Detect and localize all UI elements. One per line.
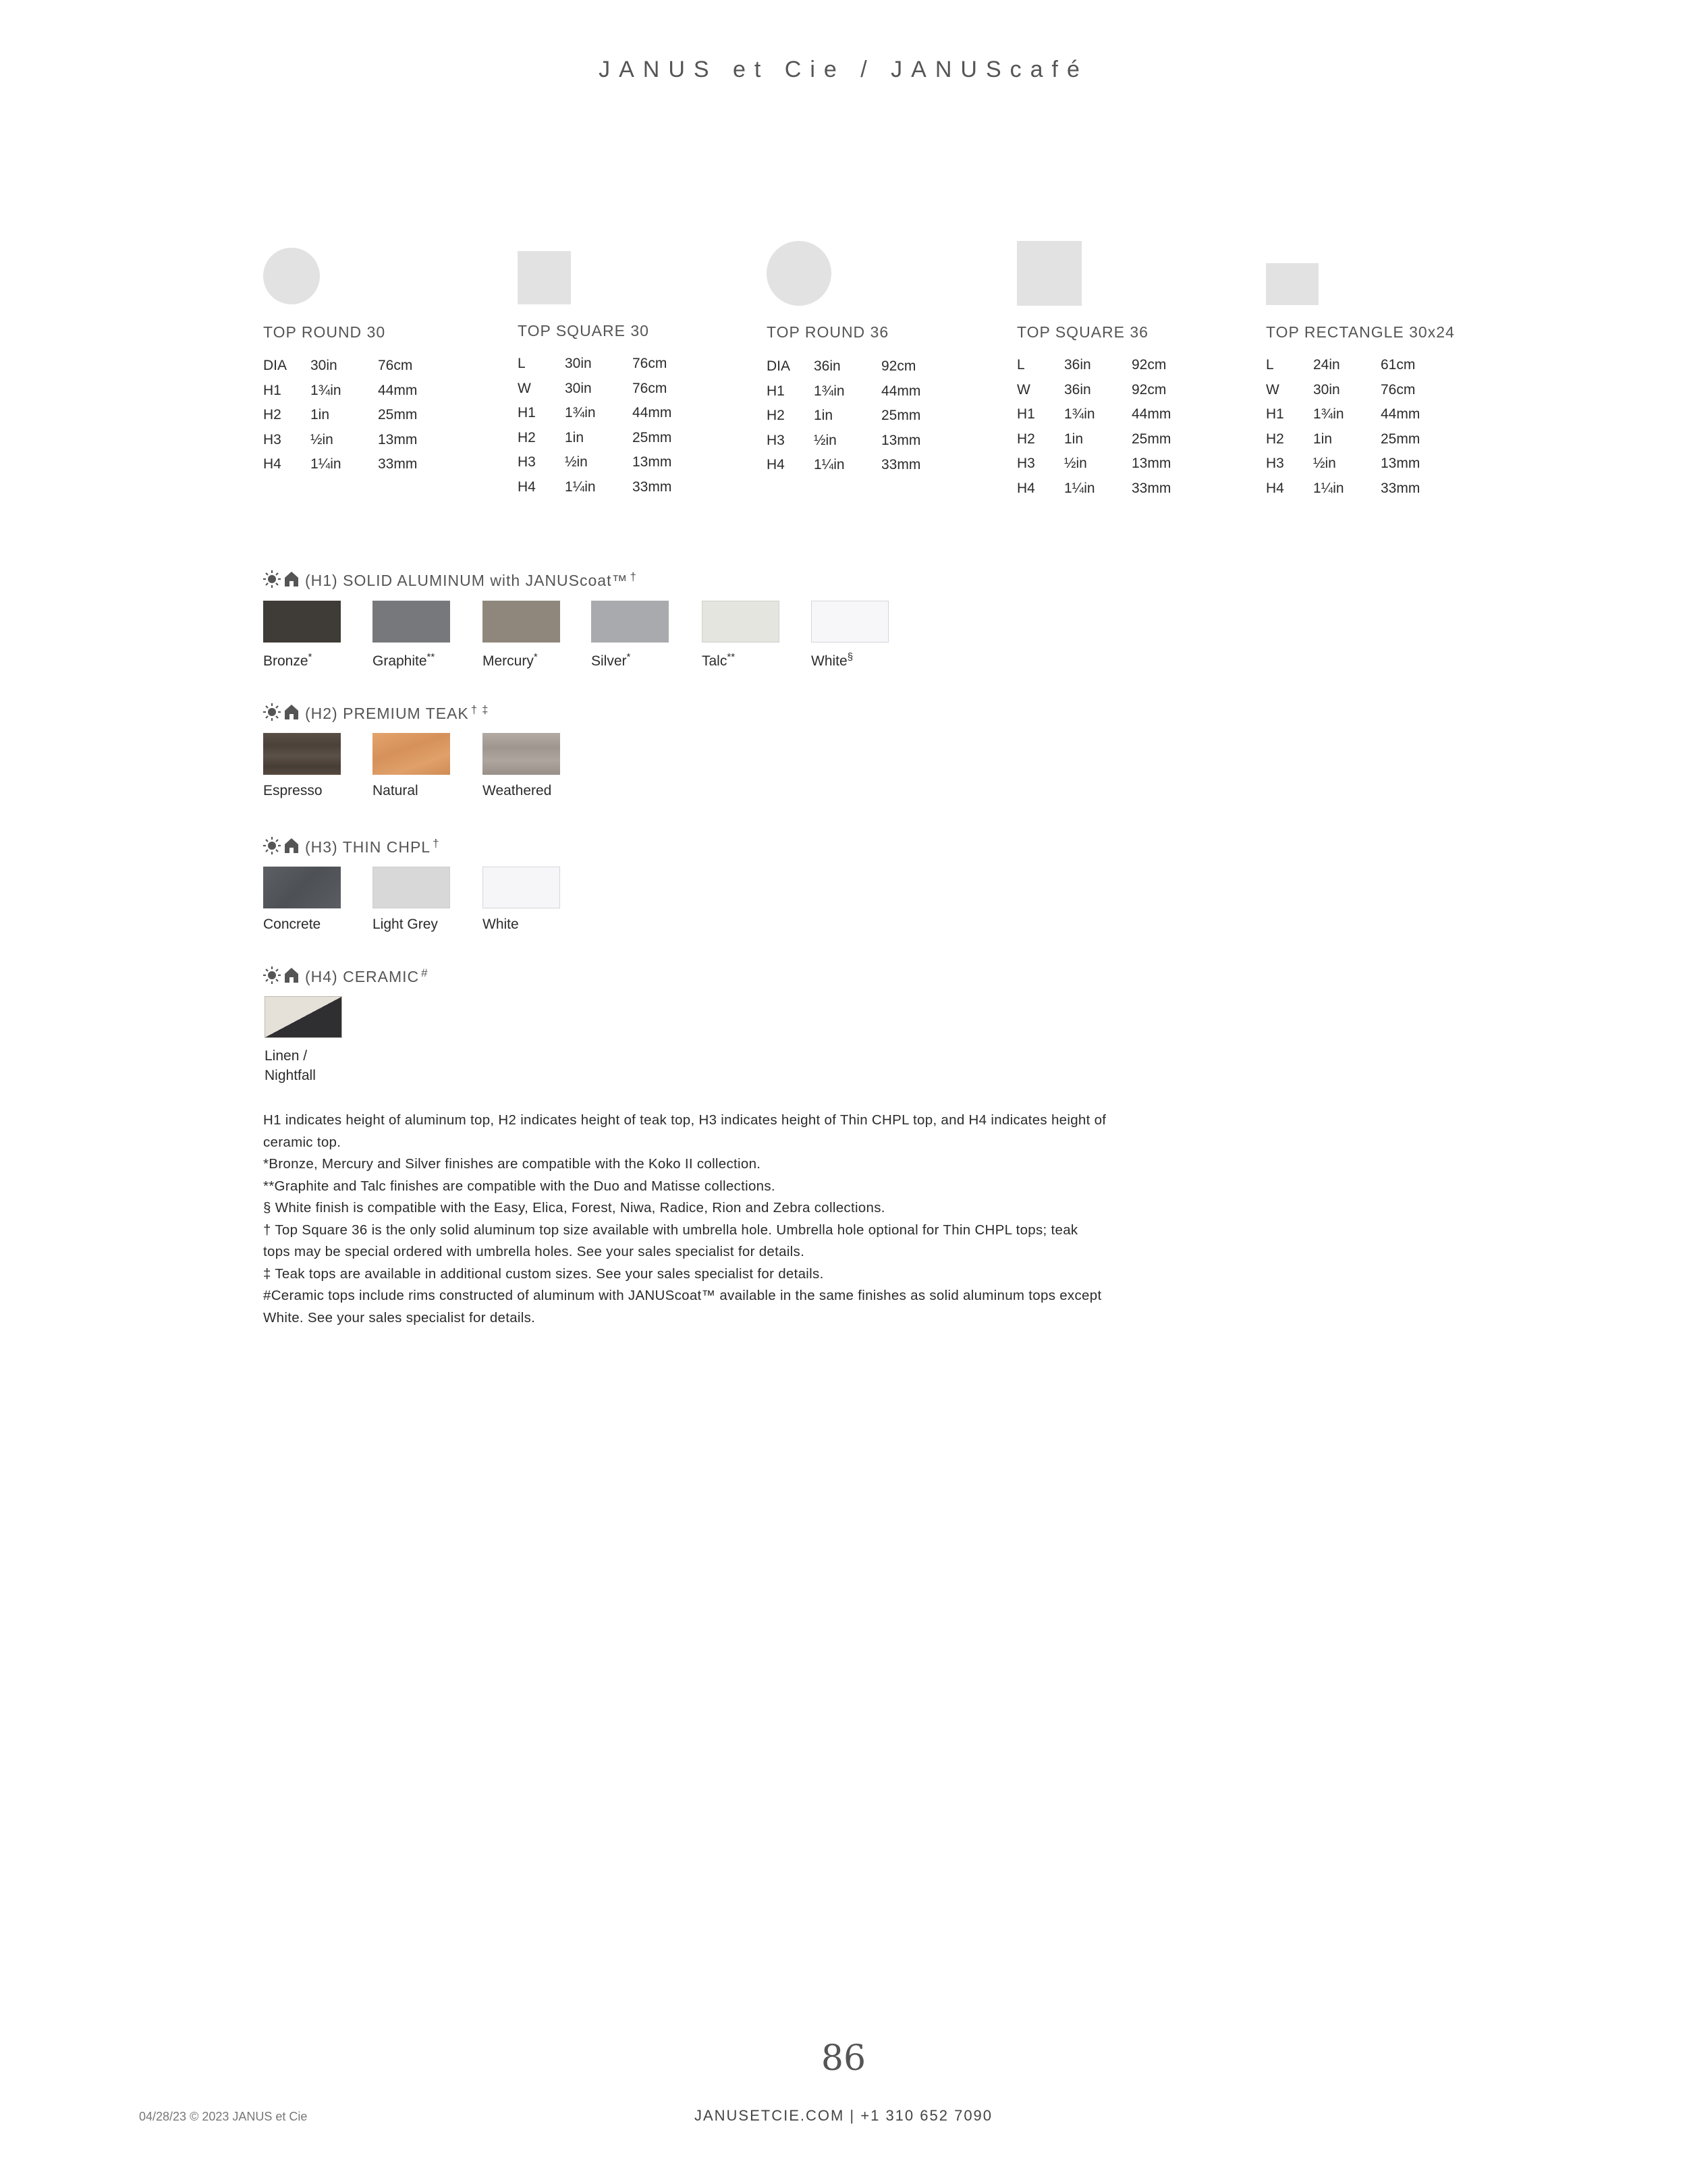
footnote: † Top Square 36 is the only solid aluminum top size available with umbrella hole. Umbrella hole optional for Thin CHPL tops; teak tops may be special ordered with umbrella holes. See your sales specialist for details. [263, 1222, 1078, 1259]
footnote: ‡ Teak tops are available in additional custom sizes. See your sales specialist for details. [263, 1265, 824, 1282]
page-number: 86 [821, 2038, 866, 2079]
footer-date-copyright: 04/28/23 © 2023 JANUS et Cie [139, 2110, 308, 2123]
top-title: TOP SQUARE 30 [518, 322, 649, 339]
house-icon [285, 572, 298, 586]
spec-row: H3 ½in 13mm [518, 454, 672, 470]
spec-row: H2 1in 25mm [263, 407, 418, 422]
swatch-mercury [482, 601, 560, 643]
outdoor-indoor-icons [263, 703, 301, 725]
outdoor-indoor-icons [263, 966, 301, 988]
footnote: § White finish is compatible with the Easy, Elica, Forest, Niwa, Radice, Rion and Zebra collections. [263, 1200, 885, 1216]
square-top-shape [1017, 241, 1082, 306]
outdoor-indoor-icons [263, 837, 301, 858]
swatch-label: Light Grey [372, 917, 438, 932]
swatch-label: Natural [372, 783, 418, 798]
spec-row: H1 1¾in 44mm [518, 405, 672, 420]
spec-row: L 24in 61cm [1266, 357, 1416, 373]
top-rectangle-30x24 [1266, 240, 1482, 510]
footnote: **Graphite and Talc finishes are compatible with the Duo and Matisse collections. [263, 1178, 775, 1194]
swatch-label: Silver* [591, 651, 631, 669]
finish-group-h1-aluminum [263, 570, 1005, 678]
swatch-label: White§ [811, 651, 854, 669]
spec-row: DIA 30in 76cm [263, 358, 413, 373]
sun-icon [263, 703, 281, 721]
swatch-weathered [482, 733, 560, 775]
group-title: (H2) PREMIUM TEAK † ‡ [263, 703, 489, 725]
top-title: TOP ROUND 36 [767, 323, 889, 341]
spec-row: H3 ½in 13mm [1266, 456, 1420, 471]
house-icon [285, 968, 298, 983]
top-square-36 [1017, 240, 1219, 510]
top-title: TOP RECTANGLE 30x24 [1266, 323, 1455, 341]
spec-row: H3 ½in 13mm [1017, 456, 1171, 471]
swatch-linen-nightfall [265, 996, 342, 1038]
house-icon [285, 705, 298, 719]
group-title: (H1) SOLID ALUMINUM with JANUScoat™ † [263, 570, 637, 592]
spec-table [263, 358, 439, 481]
footnote: *Bronze, Mercury and Silver finishes are compatible with the Koko II collection. [263, 1156, 761, 1172]
spec-row: H3 ½in 13mm [767, 432, 921, 448]
footer-contact: JANUSETCIE.COM | +1 310 652 7090 [694, 2107, 993, 2124]
spec-row: H3 ½in 13mm [263, 431, 418, 447]
swatch-label: White [482, 917, 519, 932]
swatch-bronze [263, 601, 341, 643]
spec-row: H4 1¼in 33mm [518, 479, 672, 495]
swatch-graphite [372, 601, 450, 643]
spec-row: H4 1¼in 33mm [263, 456, 418, 472]
swatch-white [482, 867, 560, 908]
finish-group-h3-chpl [263, 837, 736, 945]
spec-row: H4 1¼in 33mm [1017, 480, 1171, 496]
top-round-36 [767, 240, 969, 510]
group-title: (H4) CERAMIC # [263, 966, 428, 988]
spec-row: H1 1¾in 44mm [1266, 406, 1420, 422]
document-header: JANUS et Cie / JANUScafé [599, 57, 1088, 82]
sun-icon [263, 837, 281, 854]
swatch-silver [591, 601, 669, 643]
spec-table [767, 358, 942, 482]
finish-group-h4-ceramic [263, 966, 736, 1088]
round-top-shape [767, 241, 831, 306]
footnotes [263, 1110, 1107, 1329]
finish-group-h2-teak [263, 703, 736, 811]
swatch-label: Graphite** [372, 651, 435, 669]
spec-row: W 30in 76cm [1266, 381, 1416, 398]
swatch-light-grey [372, 867, 450, 908]
swatch-label: Bronze* [263, 651, 312, 669]
swatch-label: Linen / Nightfall [265, 1048, 316, 1083]
swatch-natural [372, 733, 450, 775]
swatch-concrete [263, 867, 341, 908]
spec-row: H2 1in 25mm [767, 408, 921, 423]
spec-table [1017, 357, 1192, 505]
swatch-talc [702, 601, 779, 643]
top-square-30 [518, 240, 720, 510]
spec-row: H2 1in 25mm [1017, 431, 1171, 447]
sun-icon [263, 966, 281, 984]
spec-row: W 36in 92cm [1017, 381, 1167, 398]
footnote: #Ceramic tops include rims constructed of aluminum with JANUScoat™ available in the same finishes as solid aluminum tops except White. See your sales specialist for details. [263, 1288, 1102, 1326]
spec-row: DIA 36in 92cm [767, 358, 916, 374]
spec-row: H1 1¾in 44mm [263, 382, 418, 398]
round-top-shape [263, 248, 320, 304]
spec-row: W 30in 76cm [518, 380, 667, 396]
spec-row: H1 1¾in 44mm [1017, 406, 1171, 422]
top-title: TOP ROUND 30 [263, 323, 386, 341]
spec-row: H2 1in 25mm [518, 429, 672, 445]
square-top-shape [518, 251, 571, 304]
swatch-label: Mercury* [482, 651, 538, 669]
footnote: H1 indicates height of aluminum top, H2 indicates height of teak top, H3 indicates height of Thin CHPL top, and H4 indicates height of ceramic top. [263, 1112, 1107, 1150]
swatch-white [811, 601, 889, 643]
top-title: TOP SQUARE 36 [1017, 323, 1149, 341]
spec-row: L 36in 92cm [1017, 357, 1167, 373]
rectangle-top-shape [1266, 263, 1319, 305]
spec-row: H4 1¼in 33mm [767, 457, 921, 472]
outdoor-indoor-icons [263, 570, 301, 592]
spec-row: H4 1¼in 33mm [1266, 480, 1420, 496]
sun-icon [263, 570, 281, 588]
spec-table [518, 356, 693, 503]
swatch-espresso [263, 733, 341, 775]
swatch-label: Concrete [263, 917, 321, 932]
spec-row: L 30in 76cm [518, 356, 667, 371]
spec-table [1266, 357, 1441, 505]
swatch-label: Espresso [263, 783, 323, 798]
spec-row: H2 1in 25mm [1266, 431, 1420, 447]
swatch-label: Talc** [702, 651, 736, 669]
group-title: (H3) THIN CHPL † [263, 837, 440, 858]
spec-row: H1 1¾in 44mm [767, 383, 921, 399]
swatch-label: Weathered [482, 783, 552, 798]
house-icon [285, 838, 298, 853]
top-round-30 [263, 240, 466, 510]
